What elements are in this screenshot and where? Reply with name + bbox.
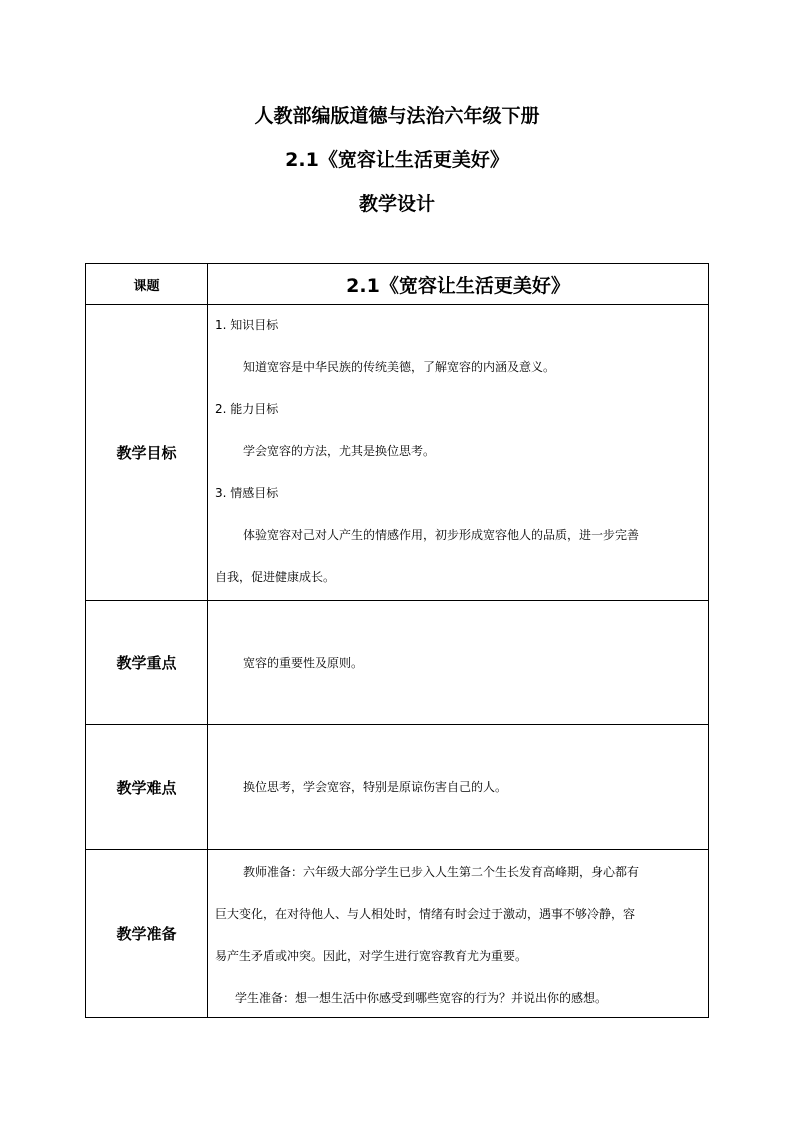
teacher-preparation-line-1: 教师准备：六年级大部分学生已步入人生第二个生长发育高峰期，身心都有 (243, 864, 640, 879)
table-row-key-points (86, 601, 709, 725)
row-label-difficulties: 教学难点 (86, 725, 208, 850)
objective-heading-ability: 2. 能力目标 (215, 401, 279, 416)
objective-text-emotion: 体验宽容对己对人产生的情感作用，初步形成宽容他人的品质，进一步完善 (243, 527, 640, 542)
row-label-objectives: 教学目标 (86, 305, 208, 601)
document-title-line-2: 2.1《宽容让生活更美好》 (285, 149, 509, 171)
document-title-line-3: 教学设计 (358, 193, 435, 215)
objective-heading-emotion: 3. 情感目标 (215, 485, 279, 500)
difficulties-content (208, 725, 709, 850)
objective-text-ability: 学会宽容的方法，尤其是换位思考。 (243, 443, 436, 458)
objective-heading-knowledge: 1. 知识目标 (215, 317, 279, 332)
row-label-preparation: 教学准备 (86, 850, 208, 1018)
difficulties-text: 换位思考，学会宽容，特别是原谅伤害自己的人。 (243, 780, 508, 794)
student-preparation-text: 学生准备：想一想生活中你感受到哪些宽容的行为？并说出你的感想。 (235, 990, 608, 1005)
objective-text-emotion-continued: 自我，促进健康成长。 (215, 569, 336, 584)
document-title-block (0, 104, 794, 216)
document-title-line-1: 人教部编版道德与法治六年级下册 (254, 105, 540, 127)
row-label-key-points: 教学重点 (86, 601, 208, 725)
teacher-preparation-line-3: 易产生矛盾或冲突。因此，对学生进行宽容教育尤为重要。 (215, 948, 528, 963)
table-row-title (86, 264, 709, 305)
row-label-title: 课题 (86, 264, 208, 305)
course-title-value: 2.1《宽容让生活更美好》 (208, 264, 709, 305)
key-points-content (208, 601, 709, 725)
key-points-text: 宽容的重要性及原则。 (243, 655, 364, 670)
objectives-content (208, 305, 709, 601)
preparation-content (208, 850, 709, 1018)
table-row-objectives (86, 305, 709, 601)
lesson-plan-table (85, 263, 709, 1018)
teacher-preparation-line-2: 巨大变化，在对待他人、与人相处时，情绪有时会过于激动，遇事不够冷静，容 (215, 906, 636, 921)
table-row-preparation (86, 850, 709, 1018)
objective-text-knowledge: 知道宽容是中华民族的传统美德，了解宽容的内涵及意义。 (243, 359, 556, 374)
table-row-difficulties (86, 725, 709, 850)
